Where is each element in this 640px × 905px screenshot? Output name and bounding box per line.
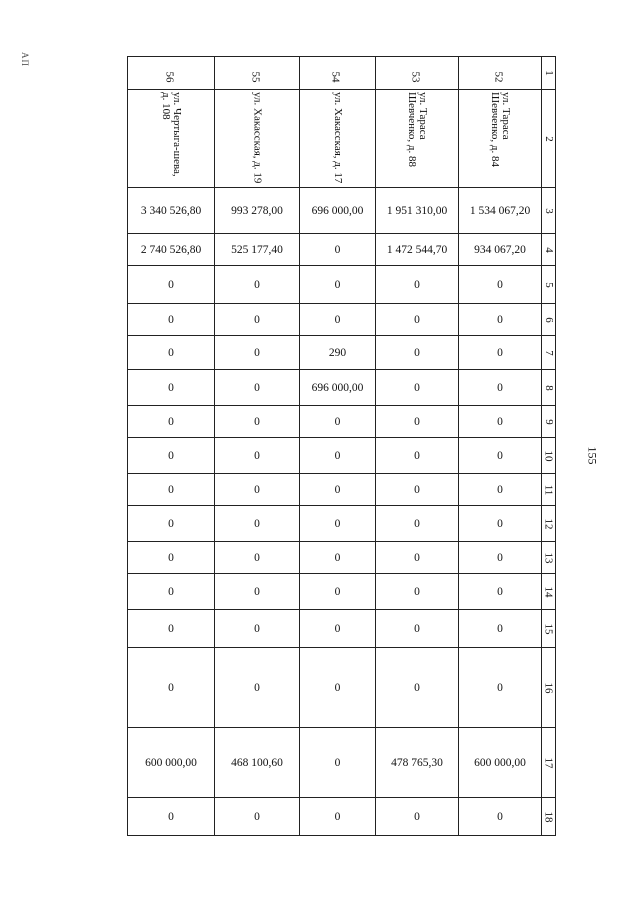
column-number-text: 14 (542, 586, 555, 597)
object-number-text: 53 (409, 71, 421, 83)
object-number (128, 57, 215, 90)
column-number-text: 12 (542, 518, 555, 529)
column-number (542, 438, 556, 474)
value-cell: 0 (300, 542, 376, 574)
value-cell: 0 (376, 336, 459, 370)
table-row (128, 648, 556, 728)
table-row (128, 90, 556, 188)
table-row (128, 266, 556, 304)
value-cell: 0 (128, 648, 215, 728)
column-number (542, 506, 556, 542)
value-cell: 0 (376, 798, 459, 836)
value-cell: 0 (300, 304, 376, 336)
table-row (128, 542, 556, 574)
column-number (542, 728, 556, 798)
value-cell: 0 (215, 438, 300, 474)
value-cell: 0 (459, 474, 542, 506)
value-cell: 290 (300, 336, 376, 370)
address-cell (376, 90, 459, 188)
table-row (128, 304, 556, 336)
address-text: ул. Тараса Шевченко, д. 84 (489, 92, 512, 167)
column-number (542, 574, 556, 610)
value-cell: 0 (459, 438, 542, 474)
value-cell: 0 (128, 542, 215, 574)
column-number (542, 266, 556, 304)
address-text: ул. Хакасская, д. 17 (332, 92, 344, 184)
table-row (128, 336, 556, 370)
value-cell: 0 (459, 798, 542, 836)
value-cell: 0 (128, 506, 215, 542)
address-cell (215, 90, 300, 188)
address-cell (300, 90, 376, 188)
value-cell: 0 (376, 474, 459, 506)
value-cell: 0 (215, 648, 300, 728)
value-cell: 2 740 526,80 (128, 234, 215, 266)
table-row (128, 506, 556, 542)
value-cell: 0 (215, 370, 300, 406)
column-number-text: 17 (542, 757, 555, 768)
value-cell: 1 534 067,20 (459, 188, 542, 234)
column-number-text: 7 (542, 349, 555, 356)
value-cell: 478 765,30 (376, 728, 459, 798)
object-number-text: 54 (329, 71, 342, 83)
column-number-text: 1 (542, 70, 555, 76)
column-number (542, 406, 556, 438)
column-number (542, 57, 556, 90)
value-cell: 934 067,20 (459, 234, 542, 266)
register-table (127, 56, 556, 836)
value-cell: 0 (459, 266, 542, 304)
value-cell: 0 (300, 610, 376, 648)
column-number-text: 13 (542, 552, 555, 563)
column-number-text: 2 (542, 135, 555, 142)
column-number-text: 8 (542, 384, 555, 391)
column-number-text: 4 (542, 246, 555, 253)
column-number-text: 16 (542, 682, 555, 693)
value-cell: 0 (300, 474, 376, 506)
column-number (542, 648, 556, 728)
value-cell: 696 000,00 (300, 370, 376, 406)
value-cell: 600 000,00 (128, 728, 215, 798)
table-row (128, 57, 556, 90)
column-number (542, 474, 556, 506)
value-cell: 0 (459, 506, 542, 542)
value-cell: 600 000,00 (459, 728, 542, 798)
object-number (300, 57, 376, 90)
value-cell: 0 (376, 438, 459, 474)
value-cell: 0 (215, 574, 300, 610)
value-cell: 0 (215, 266, 300, 304)
column-number (542, 188, 556, 234)
value-cell: 0 (376, 542, 459, 574)
value-cell: 0 (215, 474, 300, 506)
value-cell: 0 (215, 798, 300, 836)
table-row (128, 370, 556, 406)
value-cell: 0 (376, 304, 459, 336)
table-row (128, 234, 556, 266)
value-cell: 0 (215, 542, 300, 574)
value-cell: 696 000,00 (300, 188, 376, 234)
table-row (128, 574, 556, 610)
column-number-text: 15 (542, 623, 555, 634)
object-number-text: 52 (492, 71, 504, 83)
object-number-text: 55 (249, 71, 261, 83)
column-number-text: 3 (542, 207, 555, 214)
value-cell: 0 (459, 370, 542, 406)
value-cell: 0 (128, 438, 215, 474)
column-number-text: 18 (542, 811, 555, 822)
value-cell: 0 (459, 610, 542, 648)
object-number (459, 57, 542, 90)
value-cell: 3 340 526,80 (128, 188, 215, 234)
value-cell: 0 (376, 610, 459, 648)
value-cell: 0 (300, 438, 376, 474)
value-cell: 468 100,60 (215, 728, 300, 798)
address-cell (128, 90, 215, 188)
value-cell: 1 472 544,70 (376, 234, 459, 266)
value-cell: 0 (128, 574, 215, 610)
value-cell: 0 (459, 574, 542, 610)
address-text: ул. Тараса Шевченко, д. 88 (406, 92, 429, 167)
table-row (128, 438, 556, 474)
column-number-text: 10 (542, 450, 555, 461)
value-cell: 0 (459, 336, 542, 370)
value-cell: 0 (300, 266, 376, 304)
object-number-text: 56 (163, 71, 175, 83)
value-cell: 0 (215, 336, 300, 370)
table-row (128, 474, 556, 506)
table-row (128, 798, 556, 836)
column-number (542, 610, 556, 648)
address-cell (459, 90, 542, 188)
value-cell: 0 (300, 506, 376, 542)
value-cell: 0 (215, 506, 300, 542)
address-text: ул. Чертыга-шева, д. 108 (160, 92, 183, 177)
table-row (128, 188, 556, 234)
page-code: АП (20, 52, 30, 67)
value-cell: 0 (459, 304, 542, 336)
address-text: ул. Хакасская, д. 19 (251, 92, 264, 184)
table-row (128, 406, 556, 438)
value-cell: 0 (215, 406, 300, 438)
value-cell: 0 (459, 648, 542, 728)
value-cell: 0 (300, 648, 376, 728)
value-cell: 0 (215, 610, 300, 648)
value-cell: 0 (459, 406, 542, 438)
value-cell: 993 278,00 (215, 188, 300, 234)
value-cell: 0 (128, 304, 215, 336)
value-cell: 0 (128, 406, 215, 438)
value-cell: 1 951 310,00 (376, 188, 459, 234)
value-cell: 0 (376, 370, 459, 406)
column-number-text: 6 (542, 316, 555, 323)
value-cell: 0 (128, 798, 215, 836)
value-cell: 0 (300, 574, 376, 610)
value-cell: 0 (376, 506, 459, 542)
value-cell: 0 (376, 406, 459, 438)
column-number (542, 90, 556, 188)
value-cell: 0 (376, 574, 459, 610)
object-number (215, 57, 300, 90)
value-cell: 0 (376, 266, 459, 304)
value-cell: 0 (128, 336, 215, 370)
column-number-text: 5 (542, 281, 555, 288)
value-cell: 0 (300, 798, 376, 836)
value-cell: 525 177,40 (215, 234, 300, 266)
value-cell: 0 (300, 728, 376, 798)
column-number (542, 336, 556, 370)
value-cell: 0 (128, 266, 215, 304)
value-cell: 0 (128, 610, 215, 648)
column-number (542, 304, 556, 336)
value-cell: 0 (300, 234, 376, 266)
value-cell: 0 (459, 542, 542, 574)
column-number-text: 9 (542, 418, 555, 425)
value-cell: 0 (300, 406, 376, 438)
value-cell: 0 (215, 304, 300, 336)
table-row (128, 728, 556, 798)
value-cell: 0 (128, 370, 215, 406)
page-number: 155 (585, 446, 600, 465)
column-number (542, 234, 556, 266)
object-number (376, 57, 459, 90)
value-cell: 0 (128, 474, 215, 506)
column-number (542, 798, 556, 836)
column-number (542, 542, 556, 574)
value-cell: 0 (376, 648, 459, 728)
column-number-text: 11 (542, 484, 555, 495)
table-row (128, 610, 556, 648)
column-number (542, 370, 556, 406)
